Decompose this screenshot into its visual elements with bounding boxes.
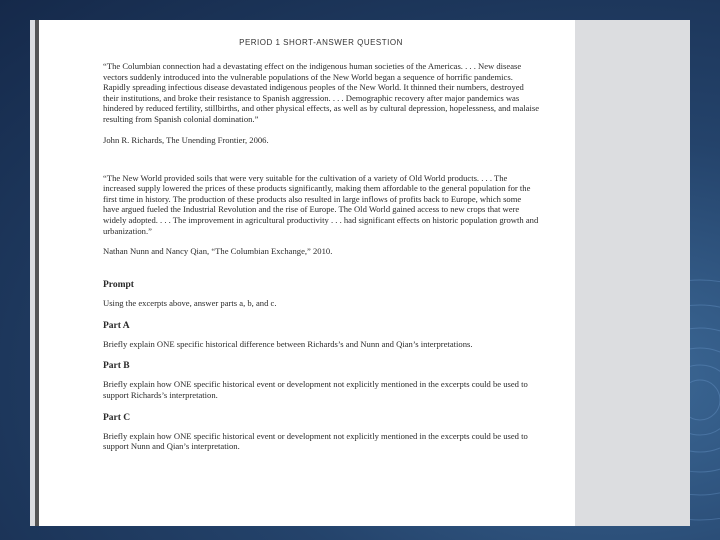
prompt-heading: Prompt <box>103 280 134 291</box>
document-page <box>35 20 575 526</box>
excerpt-2-citation: Nathan Nunn and Nancy Qian, “The Columbian Exchange,” 2010. <box>103 246 333 257</box>
part-c-heading: Part C <box>103 412 131 423</box>
part-b-text: Briefly explain how ONE specific historical event or development not explicitly mentioned in the excerpts could be used to support Richards’s interpretation. <box>103 379 528 400</box>
prompt-text: Using the excerpts above, answer parts a, b, and c. <box>103 298 277 309</box>
part-c-text: Briefly explain how ONE specific historical event or development not explicitly mentioned in the excerpts could be used to support Nunn and Qian’s interpretation. <box>103 430 528 452</box>
part-b-heading: Part B <box>103 361 130 372</box>
excerpt-1-text: “The Columbian connection had a devastating effect on the indigenous human societies of the Americas. . . . New disease vectors suddenly introduced into the vulnerable populations of the New World began a sequence of horrific pandemics. Rapidly spreading infectious disease devastated indigenous peoples of the New World. It thinned their numbers, destroyed their institutions, and broke their resistance to Spanish aggression. . . . Demographic recovery after major pandemics was hindered by reduced fertility, stillbirths, and other physical effects, as well as by cultural depression, hopelessness, and malaise resulting from Spanish colonial domination.” <box>103 61 540 124</box>
excerpt-2-text: “The New World provided soils that were very suitable for the cultivation of a variety of Old World products. . . . The increased supply lowered the prices of these products significantly, making them affordable to the general population for the first time in history. The production of these products also resulted in large inflows of profits back to Europe, which some have argued fueled the Industrial Revolution and the rise of Europe. The Old World gained access to new crops that were widely adopted. . . . The improvement in agricultural productivity . . . had significant effects on historic population growth and urbanization.” <box>103 172 539 236</box>
page-edge <box>35 20 39 526</box>
part-a-heading: Part A <box>103 320 130 331</box>
document-title: PERIOD 1 SHORT-ANSWER QUESTION <box>239 38 403 47</box>
excerpt-1-citation: John R. Richards, The Unending Frontier, 2006. <box>103 134 269 145</box>
part-a-text: Briefly explain ONE specific historical difference between Richards’s and Nunn and Qian’s interpretations. <box>103 338 473 349</box>
